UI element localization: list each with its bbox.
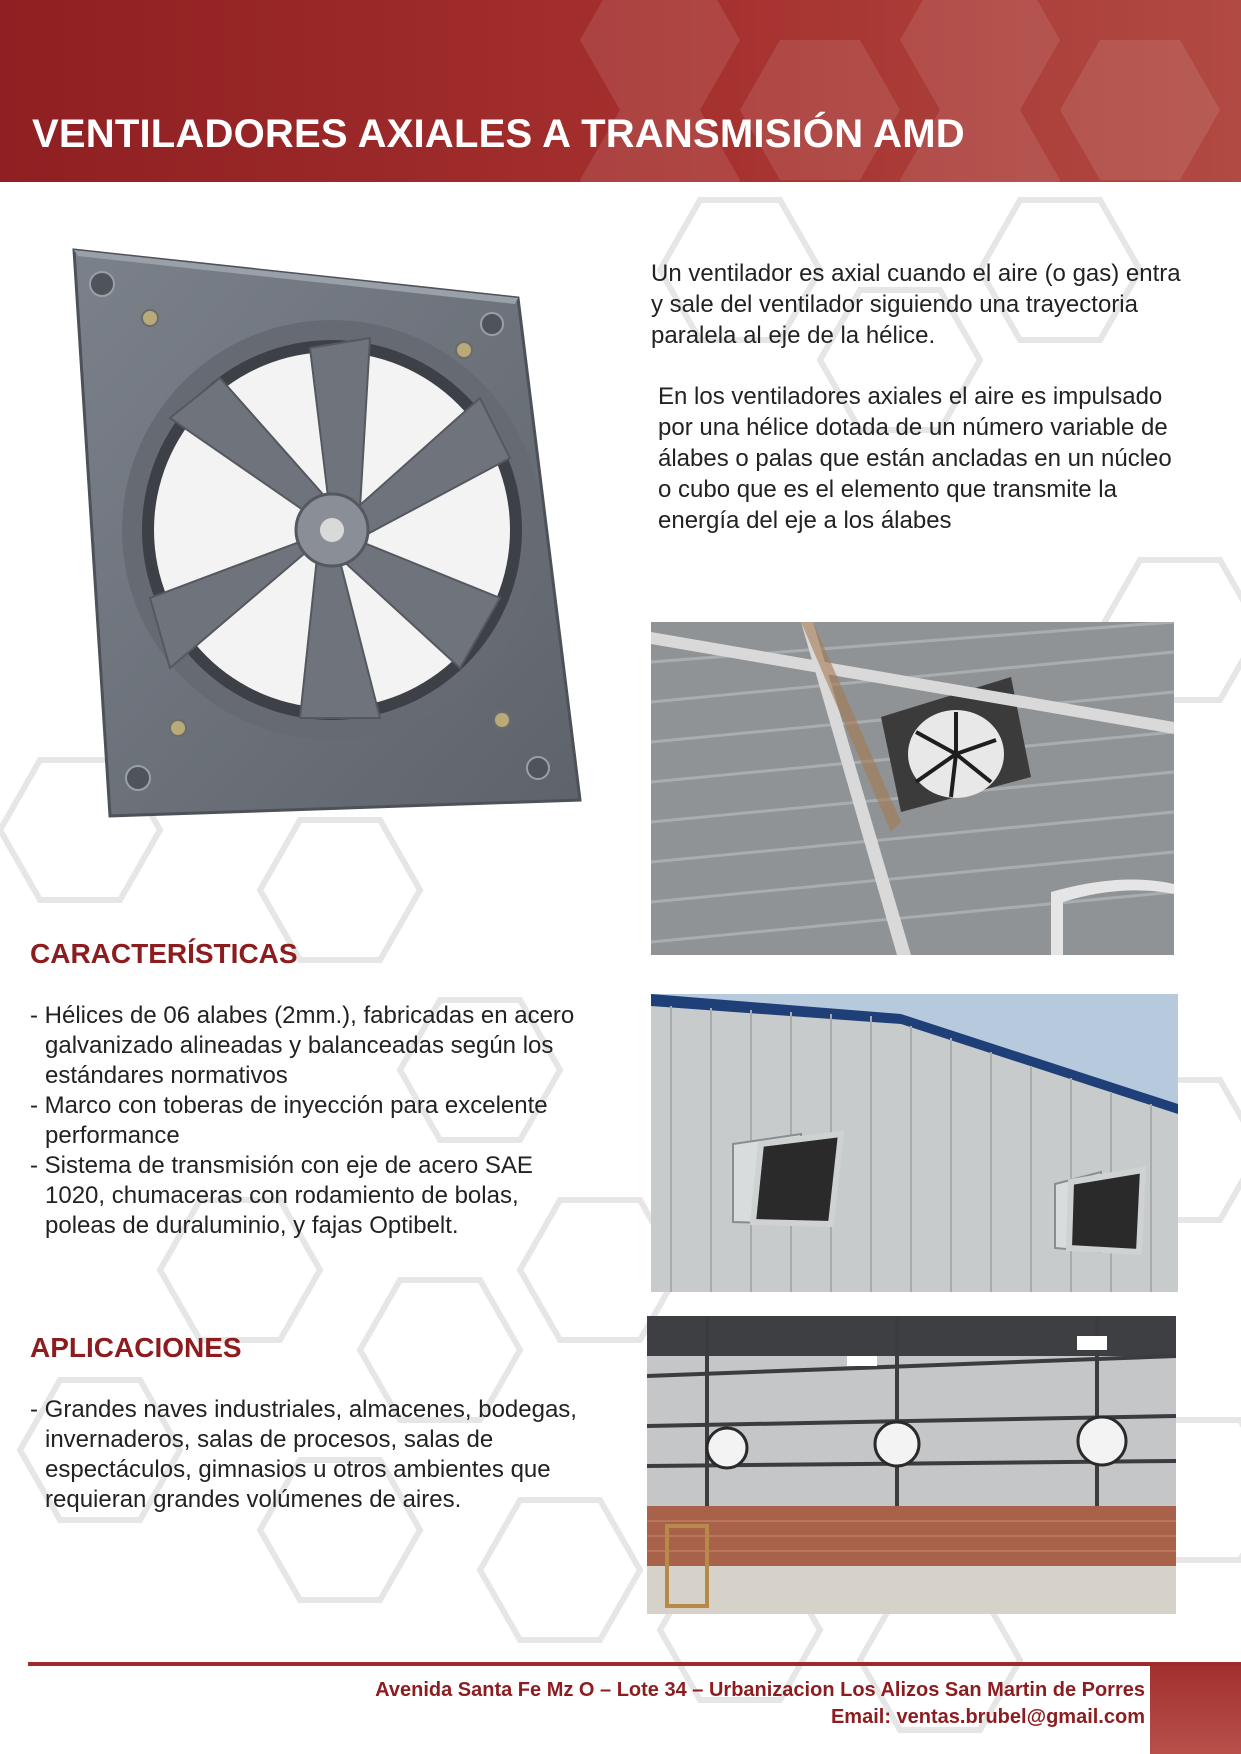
list-item: - Sistema de transmisión con eje de acero SAE 1020, chumaceras con rodamiento de bolas, poleas de duraluminio, y fajas Optibelt. xyxy=(30,1152,533,1239)
wall-fans-photo xyxy=(651,994,1178,1292)
intro-paragraph-2: En los ventiladores axiales el aire es impulsado por una hélice dotada de un número variable de álabes o palas que están ancladas en un núcleo o cubo que es el elemento que transmite la energía del eje a los álabes xyxy=(658,383,1172,534)
caracteristicas-list xyxy=(30,1001,590,1241)
footer-accent-band xyxy=(1150,1666,1241,1754)
axial-fan-product-image xyxy=(60,238,600,828)
ceiling-fan-photo xyxy=(651,622,1174,955)
list-item: - Marco con toberas de inyección para excelente performance xyxy=(30,1092,548,1149)
intro-paragraph-1: Un ventilador es axial cuando el aire (o gas) entra y sale del ventilador siguiendo una trayectoria paralela al eje de la hélice. xyxy=(651,260,1181,349)
aplicaciones-heading: APLICACIONES xyxy=(30,1332,242,1363)
footer-contact xyxy=(375,1677,1145,1731)
aplicaciones-list xyxy=(30,1395,590,1515)
warehouse-fans-photo xyxy=(647,1316,1176,1614)
caracteristicas-heading: CARACTERÍSTICAS xyxy=(30,938,298,969)
footer-address: Avenida Santa Fe Mz O – Lote 34 – Urbanizacion Los Alizos San Martin de Porres xyxy=(375,1679,1145,1701)
footer-email[interactable]: Email: ventas.brubel@gmail.com xyxy=(830,1706,1145,1728)
header-banner xyxy=(0,0,1241,182)
list-item: - Grandes naves industriales, almacenes, bodegas, invernaderos, salas de procesos, salas de espectáculos, gimnasios u otros ambientes que requieran grandes volúmenes de aires. xyxy=(30,1396,577,1513)
list-item: - Hélices de 06 alabes (2mm.), fabricadas en acero galvanizado alineadas y balanceadas según los estándares normativos xyxy=(30,1002,575,1089)
footer-divider xyxy=(28,1662,1241,1666)
page-title: VENTILADORES AXIALES A TRANSMISIÓN AMD xyxy=(32,112,965,156)
intro-text xyxy=(651,258,1191,566)
